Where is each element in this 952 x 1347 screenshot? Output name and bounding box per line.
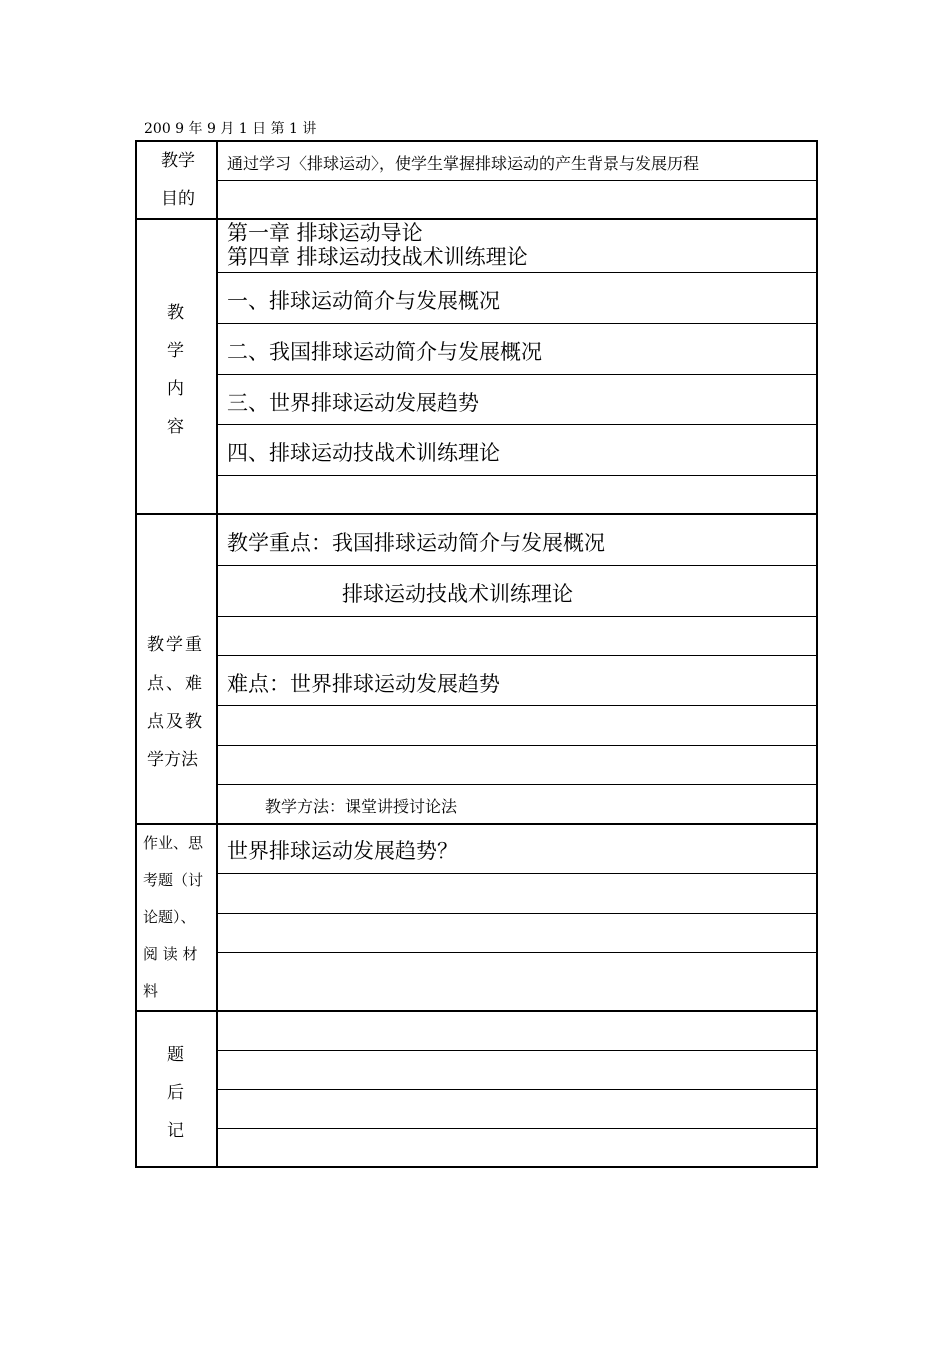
row-divider: [218, 705, 818, 706]
content-label-line: 教: [167, 303, 184, 323]
homework-label-line: 论题）、: [143, 908, 196, 926]
row-divider: [218, 475, 818, 476]
row-divider: [218, 180, 818, 181]
date-lecture-line: 200 9 年 9 月 1 日 第 1 讲: [144, 121, 317, 137]
key-point-text: 排球运动技战术训练理论: [342, 582, 573, 606]
objective-text: 通过学习〈排球运动〉，使学生掌握排球运动的产生背景与发展历程: [227, 154, 700, 173]
homework-label-line: 作业、思: [143, 834, 204, 852]
section-divider: [137, 823, 818, 825]
postscript-label-line: 后: [167, 1083, 184, 1103]
postscript-label-line: 题: [167, 1045, 184, 1065]
section-divider: [137, 1010, 818, 1012]
homework-text: 世界排球运动发展趋势？: [227, 839, 458, 863]
row-divider: [218, 565, 818, 566]
homework-label-line: 料: [143, 982, 159, 1000]
row-divider: [218, 952, 818, 953]
objective-label-line: 教学: [161, 151, 195, 171]
section-divider: [137, 513, 818, 515]
section-divider: [137, 218, 818, 220]
content-label-line: 容: [167, 417, 184, 437]
content-label-line: 学: [167, 341, 184, 361]
keypoints-label-line: 教学重: [147, 635, 204, 655]
row-divider: [218, 323, 818, 324]
row-divider: [218, 424, 818, 425]
content-item: 二、我国排球运动简介与发展概况: [227, 340, 542, 364]
lesson-plan-table: [135, 140, 818, 1168]
key-point-text: 教学重点：我国排球运动简介与发展概况: [227, 531, 605, 555]
postscript-label-line: 记: [167, 1121, 184, 1141]
row-divider: [218, 374, 818, 375]
row-divider: [218, 655, 818, 656]
content-item: 三、世界排球运动发展趋势: [227, 391, 479, 415]
homework-label-line: 阅 读 材: [143, 945, 198, 963]
content-item: 一、排球运动简介与发展概况: [227, 289, 500, 313]
keypoints-label-line: 点、难: [147, 674, 204, 694]
keypoints-label-line: 学方法: [147, 750, 198, 770]
row-divider: [218, 272, 818, 273]
row-divider: [218, 784, 818, 785]
row-divider: [218, 1128, 818, 1129]
keypoints-label-line: 点及教: [147, 712, 204, 732]
teaching-method-text: 教学方法：课堂讲授讨论法: [265, 797, 458, 816]
chapter-heading: 第四章 排球运动技战术训练理论: [227, 245, 528, 269]
objective-label-line: 目的: [161, 189, 195, 209]
homework-label-line: 考题（讨: [143, 871, 204, 889]
content-item: 四、排球运动技战术训练理论: [227, 441, 500, 465]
chapter-heading: 第一章 排球运动导论: [227, 221, 423, 245]
row-divider: [218, 873, 818, 874]
difficulty-text: 难点：世界排球运动发展趋势: [227, 672, 500, 696]
row-divider: [218, 913, 818, 914]
row-divider: [218, 616, 818, 617]
row-divider: [218, 1089, 818, 1090]
row-divider: [218, 1050, 818, 1051]
row-divider: [218, 745, 818, 746]
content-label-line: 内: [167, 379, 184, 399]
